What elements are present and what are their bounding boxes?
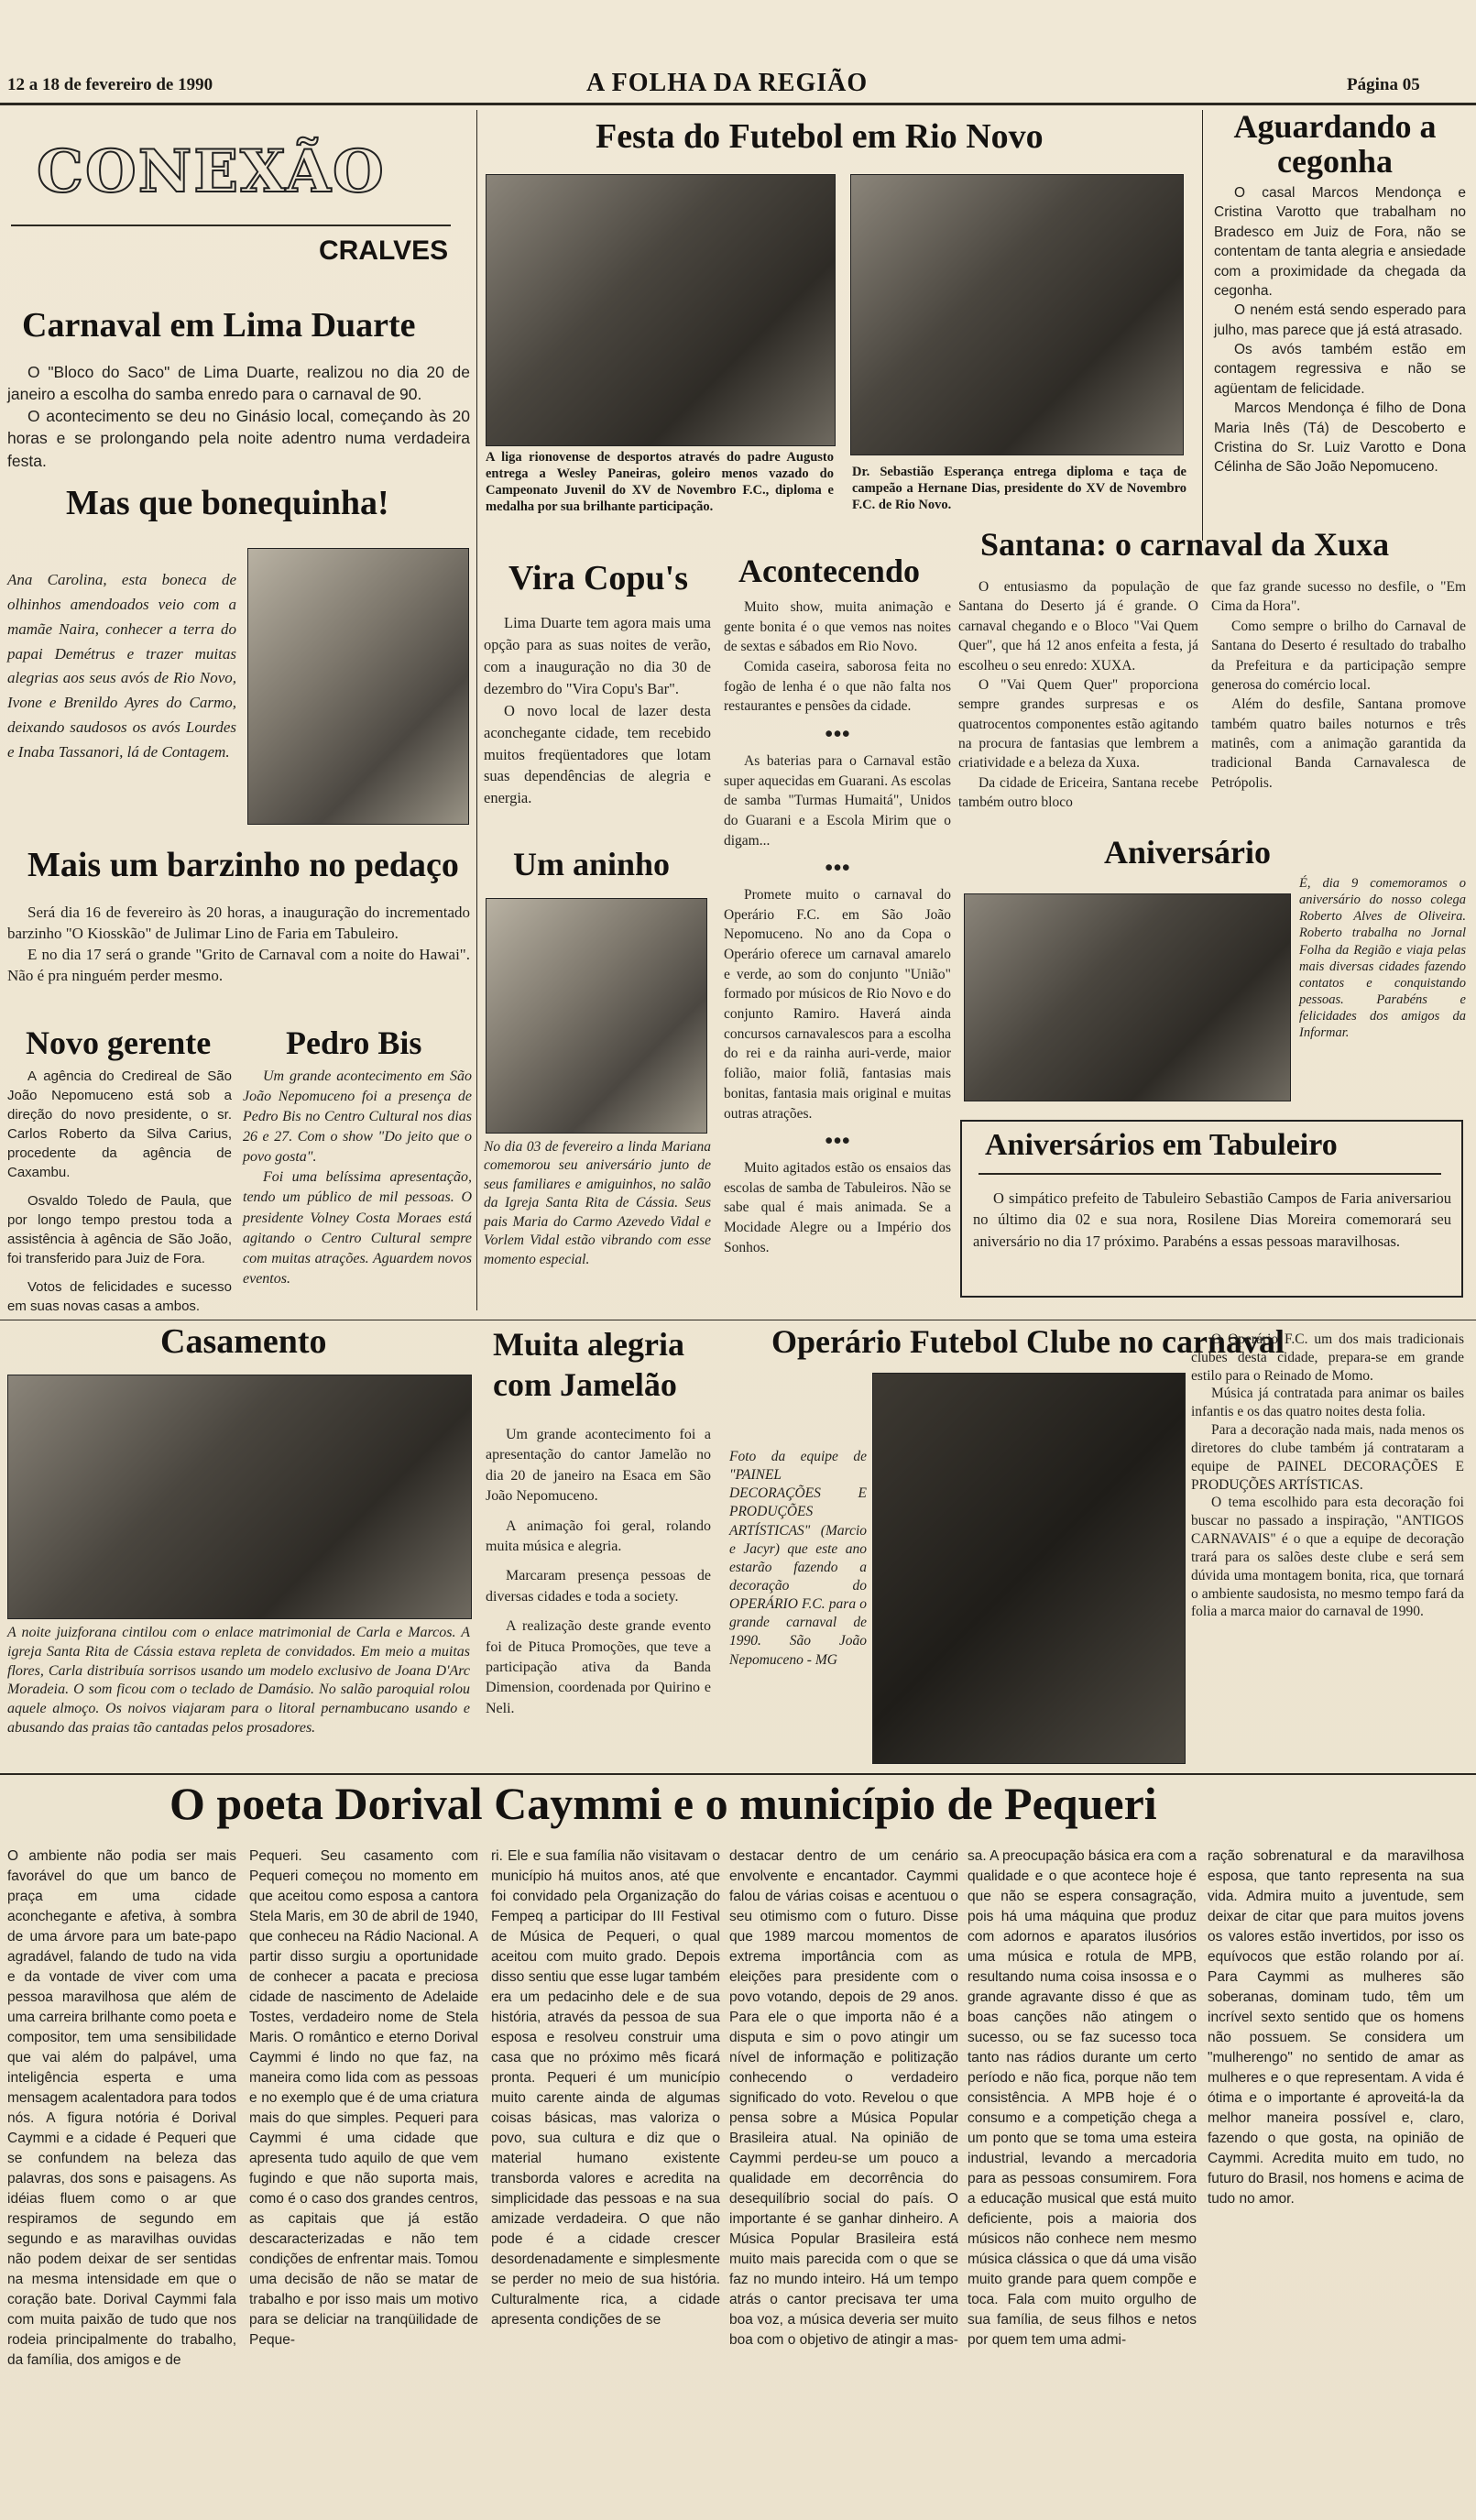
caymmi-col-5: sa. A preocupação básica era com a qualidade e o que acontece hoje é que não se espera consagração, pois há uma máquina que produz com adornos e aparatos ilusórios uma música e rotula de MPB, resultando numa coisa insossa e o grande agravante disso é que as boas canções não atingem o sucesso, ou se faz sucesso toca tanto nas rádios durante um certo período e não fica, porque não tem consistência. A MPB hoje é o consumo e a competição chega a um ponto que se toma uma esteira industrial, levando a mercadoria para as pessoas consumirem. Fora a educação musical que está muito deficiente, pois a maioria dos músicos não conhece nem mesmo música clássica o que dá uma visão muito grande para quem compõe e toca. Fala com muito orgulho de sua família, de seus filhos e netos por quem tem uma admi- [968, 1848, 1197, 2348]
bonequinha-headline: Mas que bonequinha! [66, 484, 389, 522]
conexao-rule [11, 225, 451, 226]
gerente-headline: Novo gerente [26, 1024, 212, 1061]
operario-headline: Operário Futebol Clube no carnaval [771, 1323, 1285, 1360]
barzinho-headline: Mais um barzinho no pedaço [27, 846, 459, 884]
tabuleiro-headline: Aniversários em Tabuleiro [985, 1128, 1338, 1162]
casamento-headline: Casamento [160, 1322, 327, 1361]
caymmi-col-2: Pequeri. Seu casamento com Pequeri começou no momento em que aceitou como esposa a cantora Stela Maris, em 30 de abril de 1940, que conheceu na Rádio Nacional. A partir disso surgiu a oportunidade de conhecer a pacata e preciosa cidade de nascimento de Adelaide Tostes, verdadeiro nome de Stela Maris. O romântico e eterno Dorival Caymmi é lindo no que faz, na maneira como lida com as pessoas e no exemplo que é de uma criatura mais do que simples. Pequeri para Caymmi é uma cidade que apresenta tudo aquilo de que vem fugindo e que não suporta mais, como é o caso dos grandes centros, as capitais que já estão descaracterizadas e não tem condições de enfrentar mais. Tomou uma decisão de não se matar de trabalho e por isso mais um motivo para se deliciar na tranqüilidade de Peque- [249, 1848, 478, 2348]
gerente-body: A agência do Credireal de São João Nepomuceno está sob a direção do novo presidente, o sr. Carlos Roberto da Silva Carius, procedente da agência de Caxambu. Osvaldo Toledo de Paula, que por longo tempo prestou toda a assistência à agência de São João, foi transferido para Juiz de Fora. Votos de felicidades e sucesso em suas novas casas a ambos. [7, 1068, 232, 1314]
barzinho-body: Será dia 16 de fevereiro às 20 horas, a inauguração do incrementado barzinho "O Kiosskão" de Julimar Lino de Faria em Tabuleiro. E no dia 17 será o grande "Grito de Carnaval com a noite do Hawai". Não é pra ninguém perder mesmo. [7, 904, 470, 985]
santana-headline: Santana: o carnaval da Xuxa [980, 526, 1390, 563]
section-rule [0, 1773, 1476, 1775]
tabuleiro-body: O simpático prefeito de Tabuleiro Sebastião Campos de Faria aniversariou no último dia 02 e sua nora, Rosilene Dias Moreira comemorará seu aniversário no dia 17 próximo. Parabéns a essas pessoas maravilhosas. [973, 1189, 1451, 1250]
viracopus-headline: Vira Copu's [508, 559, 689, 597]
festa-caption-2: Dr. Sebastião Esperança entrega diploma e taça de campeão a Hernane Dias, presidente do XV de Novembro F.C. de Rio Novo. [852, 465, 1186, 513]
tabuleiro-rule [979, 1173, 1441, 1175]
santana-body-left: O entusiasmo da população de Santana do Deserto já é grande. O carnaval chegando e o Bloco "Vai Quem Quer", que há 12 anos enfeita a festa, já escolheu o seu enredo: XUXA. O "Vai Quem Quer" proporciona sempre grandes surpresas e os quatrocentos componentes estão agitando na procura de fantasias que lembrem a criatividade e a beleza da Xuxa. Da cidade de Ericeira, Santana recebe também outro bloco [958, 579, 1198, 811]
roberto-photo [964, 893, 1291, 1101]
bonequinha-text: Ana Carolina, esta boneca de olhinhos amendoados veio com a mamãe Naira, conhecer a terra do papai Demétrus e trazer muitas alegrias aos seus avós de Rio Novo, Ivone e Brenildo Ayres do Carmo, deixando saudosos os avós Lourdes e Inaba Tassanori, lá de Contagem. [7, 571, 236, 761]
acontecendo-headline: Acontecendo [738, 553, 920, 589]
jamelao-body: Um grande acontecimento foi a apresentação do cantor Jamelão no dia 20 de janeiro na Esaca em São João Nepomuceno. A animação foi geral, rolando muita música e alegria. Marcaram presença pessoas de diversas cidades e toda a society. A realização deste grande evento foi de Pituca Promoções, que teve a participação ativa da Banda Dimension, coordenada por Quirino e Neli. [486, 1427, 711, 1716]
festa-headline: Festa do Futebol em Rio Novo [596, 117, 1044, 156]
masthead-rule [0, 103, 1476, 105]
column-divider [476, 110, 477, 1310]
wedding-photo [7, 1375, 472, 1619]
page-number: Página 05 [1347, 75, 1420, 94]
caymmi-col-6: ração sobrenatural e da maravilhosa esposa, que tanto representa na sua vida. Admira muito a juventude, sem deixar de citar que para muitos jovens os valores estão invertidos, por isso os equívocos que estão rolando por aí. Para Caymmi as mulheres são soberanas, dominam tudo, têm um incrível sexto sentido que os homens não possuem. Se considera um "mulherengo" no sentido de amar as mulheres e o que representam. A vida é ótima e o importante é aproveitá-la da melhor maneira possível e, claro, fazendo o que gosta, na opinião de Caymmi. Acredita muito em tudo, no futuro do Brasil, nos homens e acima de tudo no amor. [1208, 1848, 1464, 2207]
column-author: CRALVES [319, 236, 449, 266]
separator: ●●● [824, 860, 851, 876]
festa-photo-2 [850, 174, 1184, 455]
caymmi-headline: O poeta Dorival Caymmi e o município de Pequeri [169, 1778, 1157, 1829]
issue-date: 12 a 18 de fevereiro de 1990 [7, 75, 213, 94]
operario-caption: Foto da equipe de "PAINEL DECORAÇÕES E PRODUÇÕES ARTÍSTICAS" (Marcio e Jacyr) que este ano estarão fazendo a decoração do OPERÁRIO F.C. para o grande carnaval de 1990. São João Nepomuceno - MG [729, 1449, 867, 1668]
caymmi-col-4: destacar dentro de um cenário envolvente e encantador. Caymmi falou de várias coisas e acentuou o seu otimismo com o futuro. Disse que 1989 marcou momentos de extrema importância com as eleições para presidente com o povo votando, depois de 29 anos. Para ele o que importa não é a disputa e sim o povo atingir um nível de informação e politização conhecendo o verdadeiro significado do voto. Revelou o que pensa sobre a Música Popular Brasileira atual. Na opinião de Caymmi perdeu-se um pouco a qualidade em decorrência do desequilíbrio social do país. O importante é se ganhar dinheiro. A Música Popular Brasileira está muito mais parecida com o que se faz no mundo inteiro. Há um tempo atrás o cantor precisava ter uma boa voz, a música deveria ser muito boa com o objetivo de atingir a mas- [729, 1848, 958, 2348]
casamento-caption: A noite juizforana cintilou com o enlace matrimonial de Carla e Marcos. A igreja Santa Rita de Cássia estava repleta de convidados. Em meio a muitas flores, Carla distribuía sorrisos usando um modelo exclusivo de Joana D'Arc Moradeia. O som ficou com o teclado de Damásio. No salão paroquial rolou aquele almoço. Os noivos viajaram para o litoral pernambucano usando e abusando das praias tão cantadas pelos prosadores. [7, 1625, 470, 1736]
cegonha-body: O casal Marcos Mendonça e Cristina Varotto que trabalham no Bradesco em Juiz de Fora, não se contentam de tanta alegria e ansiedade com a proximidade da chegada da cegonha. O neném está sendo esperado para julho, mas parece que já está atrasado. Os avós também estão em contagem regressiva e não se agüentam de felicidade. Marcos Mendonça é filho de Dona Maria Inês (Tá) de Descoberto e Cristina do Sr. Luiz Varotto e Dona Célinha de São João Nepomuceno. [1214, 185, 1466, 476]
acontecendo-body: Muito show, muita animação e gente bonita é o que vemos nas noites de sextas e sábados em Rio Novo. Comida caseira, saborosa feita no fogão de lenha é o que não falta nos restaurantes e pensões da cidade. ●●● As baterias para o Carnaval estão super aquecidas em Guarani. As escolas de samba "Turmas Humaitá", Unidos do Guarani e a Escola Mirim que o digam... ●●● Promete muito o carnaval do Operário F.C. em São João Nepomuceno. No ano da Copa o Operário oferece um carnaval amarelo e verde, ao som do conjunto "União" formado por músicos de Rio Novo e do conjunto Ramiro. Haverá ainda concursos carnavalescos para a escolha do rei e da rainha auri-verde, maior folião, maior foliã, fantasias mais bonitas, fantasia mais original e muitas outras atrações. ●●● Muito agitados estão os ensaios das escolas de samba de Tabuleiros. Não se sabe qual é mais animada. Se a Mocidade Alegre ou a Império dos Sonhos. [724, 599, 951, 1255]
aniversario-caption: É, dia 9 comemoramos o aniversário do nosso colega Roberto Alves de Oliveira. Roberto trabalha no Jornal Folha da Região e viaja pelas mais diversas cidades fazendo contatos e conquistando pessoas. Parabéns e felicidades dos amigos da Informar. [1299, 876, 1466, 1041]
conexao-logo: CONEXÃO [37, 137, 386, 206]
aninho-headline: Um aninho [513, 846, 671, 882]
operario-body: O Operário F.C. um dos mais tradicionais clubes desta cidade, prepara-se em grande estilo para o Reinado de Momo. Música já contratada para animar os bailes infantis e os das quatro noites desta folia. Para a decoração nada mais, nada menos os diretores do clube também já contrataram a equipe de PAINEL DECORAÇÕES E PRODUÇÕES ARTÍSTICAS. O tema escolhido para esta decoração foi buscar no passado a inspiração, "ANTIGOS CARNAVAIS" é o que a equipe de decoração trará para os salões deste clube e será sem dúvida uma montagem bonita, rica, que tornará o ambiente saudosista, no mesmo tempo fará da folia a marca maior do carnaval de 1990. [1191, 1331, 1464, 1620]
separator: ●●● [824, 1133, 851, 1149]
viracopus-body: Lima Duarte tem agora mais uma opção para as suas noites de verão, com a inauguração no dia 30 de dezembro do "Vira Copu's Bar". O novo local de lazer desta aconchegante cidade, tem recebido muitos freqüentadores que lotam suas dependências de alegria e energia. [484, 614, 711, 807]
jamelao-headline: Muita alegria com Jamelão [493, 1326, 684, 1403]
festa-caption-1: A liga rionovense de desportos através do padre Augusto entrega a Wesley Paneiras, goleiro menos vazado do Campeonato Juvenil do XV de Novembro F.C., diploma e medalha por sua brilhante participação. [486, 450, 834, 515]
aniversario-headline: Aniversário [1104, 834, 1271, 871]
pedro-bis-body: Um grande acontecimento em São João Nepomuceno foi a presença de Pedro Bis no Centro Cultural nos dias 26 e 27. Com o show "Do jeito que o povo gosta". Foi uma belíssima apresentação, tendo um público de mil pessoas. O presidente Volney Costa Moraes está agitando o Centro Cultural sempre com muitas atrações. Aguardem novos eventos. [243, 1068, 472, 1287]
cegonha-headline: Aguardando a cegonha [1233, 108, 1437, 180]
mariana-photo [486, 898, 707, 1134]
lima-duarte-headline: Carnaval em Lima Duarte [22, 306, 416, 345]
caymmi-col-1: O ambiente não podia ser mais favorável do que um banco de praça em uma cidade aconchegante e afetiva, à sombra de uma árvore para um bate-papo agradável, falando de tudo na vida e da vontade de viver com uma pessoa maravilhosa que além de uma carreira brilhante como poeta e compositor, tem uma sensibilidade que vai além do palpável, uma inteligência esperta e uma mensagem acalentadora para todos nós. A figura notória é Dorival Caymmi e a cidade é Pequeri que se confundem na beleza das palavras, dos sons e paisagens. As idéias fluem como o ar que respiramos de segundo em segundo e as maravilhas ouvidas não podem deixar de ser sentidas na mesma intensidade em que o coração bate. Dorival Caymmi fala com muita paixão de tudo que nos rodeia principalmente do trabalho, da família, dos amigos e de [7, 1848, 236, 2368]
separator: ●●● [824, 726, 851, 742]
baby-photo [247, 548, 469, 825]
lima-duarte-body: O "Bloco do Saco" de Lima Duarte, realizou no dia 20 de janeiro a escolha do samba enredo para o carnaval de 90. O acontecimento se deu no Ginásio local, começando às 20 horas e se prolongando pela noite adentro numa verdadeira festa. [7, 363, 470, 470]
pedro-bis-headline: Pedro Bis [286, 1024, 422, 1061]
santana-body-right: que faz grande sucesso no desfile, o "Em Cima da Hora". Como sempre o brilho do Carnaval de Santana do Deserto é resultado do trabalho da Prefeitura e da participação sempre generosa do comércio local. Além do desfile, Santana promove também quatro bailes noturnos e três matinês, com a animação garantida da tradicional Banda Carnavalesca de Petrópolis. [1211, 579, 1466, 791]
caymmi-col-3: ri. Ele e sua família não visitavam o município há muitos anos, até que foi convidado pela Organização do Fempeq a participar do III Festival de Música de Pequeri, o qual aceitou com muito grado. Depois disso sentiu que esse lugar também era um pedacinho dele e de sua história, através da pessoa de sua esposa e resolveu construir uma casa que no próximo mês ficará pronta. Pequeri é um município muito carente ainda de algumas coisas básicas, mas valoriza o povo, sua cultura e diz que o material humano existente transborda valores e acredita na simplicidade das pessoas e na sua amizade verdadeira. O que não pode é a cidade crescer desordenadamente e simplesmente se perder no meio de sua história. Culturalmente rica, a cidade apresenta condições de se [491, 1848, 720, 2328]
paper-name: A FOLHA DA REGIÃO [586, 69, 869, 97]
operario-photo [872, 1373, 1186, 1764]
column-divider [1202, 110, 1203, 541]
festa-photo-1 [486, 174, 836, 446]
aninho-caption: No dia 03 de fevereiro a linda Mariana comemorou seu aniversário junto de seus familiares e amiguinhos, no salão da Igreja Santa Rita de Cássia. Seus pais Maria do Carmo Azevedo Vidal e Vorlem Vidal estão vibrando com esse momento especial. [484, 1139, 711, 1267]
